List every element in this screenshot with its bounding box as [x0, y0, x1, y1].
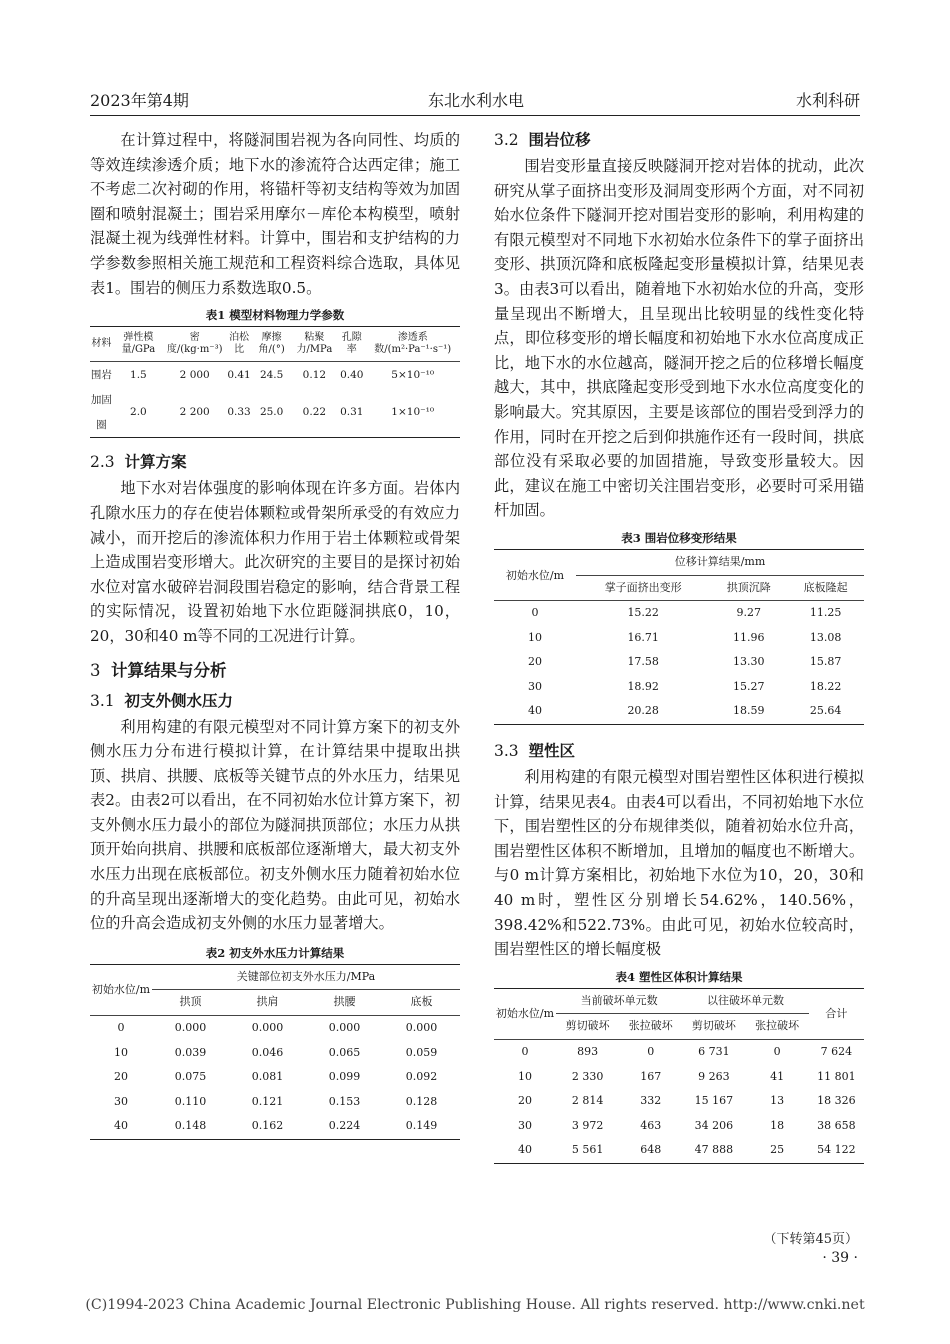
table-cell: 18 326: [817, 1094, 856, 1108]
paragraph-3-3: 利用构建的有限元模型对围岩塑性区体积进行模拟计算，结果见表4。由表4可以看出，不同初始地下水位下，围岩塑性区的分布规律类似，随着初始水位升高，围岩塑性区体积不断增加，且增加的幅度也不断增大。与0 m计算方案相比，初始地下水位为10，20，30和40 m时，塑性区分别增长54.62%，140.56%，398.42%和522.73%。由此可见，初始水位较高时，围岩塑性区的增长幅度极: [494, 768, 864, 959]
table-cell: 15.87: [809, 655, 842, 669]
table-cell: 41: [770, 1069, 785, 1083]
table-cell: 0.128: [405, 1094, 438, 1108]
table-cell: 0: [531, 606, 539, 620]
table-cell: 1×10⁻¹⁰: [391, 406, 435, 419]
table-cell: 54 122: [817, 1143, 856, 1157]
table-cell: 0.000: [174, 1021, 207, 1035]
subheader-cell: 底板: [410, 995, 433, 1009]
table-cell: 13.30: [733, 655, 765, 669]
table4-group-row: [494, 988, 864, 1014]
table-cell: 7 624: [820, 1045, 853, 1058]
table-cell: 0.121: [251, 1094, 284, 1108]
section-title: 塑性区: [528, 741, 576, 761]
page-number: · 39 ·: [822, 1250, 858, 1266]
table4: [494, 988, 864, 1164]
table1-header-cell: 密度/(kg·m⁻³): [166, 332, 223, 356]
section-2-3-heading: [90, 450, 460, 474]
right-column: [494, 128, 864, 1164]
table-cell: 0.065: [328, 1045, 361, 1059]
table-cell: 2 330: [571, 1069, 604, 1083]
table-cell: 11.25: [809, 606, 842, 620]
table-cell: 0.22: [302, 406, 327, 419]
table-cell: 15.27: [733, 679, 765, 693]
table-cell: 0: [117, 1021, 125, 1035]
section-3-heading: [90, 659, 460, 683]
paragraph-2-3: 地下水对岩体强度的影响体现在许多方面。岩体内孔隙水压力的存在使岩体颗粒或骨架所承受的有效应力减小，而开挖后的渗流体积力作用于岩土体颗粒或骨架上造成围岩变形增大。此次研究的主要目的是探讨初始水位对富水破碎岩洞段围岩稳定的影响，结合背景工程的实际情况，设置初始地下水位距隧洞拱底0，10，20，30和40 m等不同的工况进行计算。: [90, 479, 460, 645]
table-cell: 18.92: [627, 679, 659, 693]
table-cell: 0.31: [340, 406, 364, 419]
table-row: [90, 1016, 460, 1041]
subheader-cell: 底板隆起: [803, 580, 848, 594]
table-cell: 13: [770, 1094, 785, 1108]
section-label: 水利科研: [795, 91, 860, 110]
table-cell: 9 263: [698, 1069, 730, 1083]
table-cell: 0.092: [405, 1070, 438, 1084]
table1: [90, 326, 460, 438]
table-cell: 25.0: [259, 406, 284, 419]
table-cell: 2.0: [130, 406, 147, 419]
table4-caption: 表4 塑性区体积计算结果: [615, 969, 743, 984]
table-cell: 463: [640, 1118, 662, 1132]
table-row: [90, 1065, 460, 1090]
table-cell: 0.153: [328, 1094, 361, 1108]
table-cell: 648: [640, 1143, 662, 1157]
table-cell: 0.081: [251, 1070, 284, 1084]
table-cell: 0.162: [251, 1119, 284, 1133]
table3-col0-header: 初始水位/m: [494, 549, 576, 600]
table-cell: 加固圈: [90, 394, 112, 431]
table-cell: 0.039: [174, 1045, 207, 1059]
table-cell: 20: [114, 1070, 128, 1084]
table2-group-header: 关键部位初支外水压力/MPa: [152, 964, 460, 990]
table-cell: 15 167: [694, 1094, 734, 1108]
table-cell: 0.075: [174, 1070, 207, 1084]
table4-group1-header: 当前破坏单元数: [556, 988, 682, 1014]
table-cell: 0.046: [251, 1045, 284, 1059]
section-title: 围岩位移: [528, 130, 591, 149]
table-cell: 16.71: [627, 630, 659, 644]
section-number: 3.1: [90, 691, 115, 710]
table-row: [90, 1041, 460, 1066]
table-cell: 893: [577, 1045, 599, 1058]
table2-col0-header: 初始水位/m: [90, 964, 152, 1015]
table-cell: 0: [773, 1045, 781, 1058]
continued-note: （下转第45页）: [763, 1232, 858, 1247]
table-cell: 2 814: [571, 1094, 604, 1108]
table-cell: 0.099: [328, 1070, 361, 1084]
table-cell: 0.110: [174, 1094, 207, 1108]
section-3-3-heading: [494, 739, 864, 763]
table-cell: 30: [518, 1118, 532, 1132]
table2-caption: 表2 初支外水压力计算结果: [205, 945, 345, 960]
table-row: [494, 675, 864, 700]
table-cell: 0.000: [405, 1021, 438, 1035]
table-cell: 18: [770, 1118, 785, 1132]
table-cell: 40: [518, 1143, 532, 1157]
table-cell: 167: [640, 1069, 662, 1083]
table1-header-cell: 摩擦角/(°): [258, 332, 285, 356]
section-3-1-heading: [90, 689, 460, 713]
table-cell: 0.000: [328, 1021, 361, 1035]
section-3-2-heading: [494, 128, 864, 152]
table-cell: 11.96: [733, 630, 765, 644]
subheader-cell: 拱肩: [256, 995, 279, 1009]
subheader-cell: 剪切破坏: [565, 1019, 610, 1033]
table-cell: 24.5: [259, 368, 284, 381]
table-row: [494, 650, 864, 675]
table-cell: 0: [647, 1045, 655, 1058]
table-cell: 0.148: [174, 1119, 207, 1133]
table-row: [494, 626, 864, 651]
table-cell: 20.28: [627, 704, 659, 718]
table1-header-cell: 孔隙率: [341, 332, 362, 356]
table4-col0-header: 初始水位/m: [494, 988, 556, 1039]
table2-group-row: [90, 964, 460, 990]
table-cell: 40: [114, 1119, 128, 1133]
table-cell: 30: [114, 1094, 128, 1108]
table-cell: 25.64: [809, 704, 842, 718]
table3-group-row: [494, 549, 864, 575]
table3-group-header: 位移计算结果/mm: [576, 549, 864, 575]
table4-group2-header: 以往破坏单元数: [682, 988, 808, 1014]
table1-header-cell: 材料: [91, 338, 112, 350]
table-cell: 25: [770, 1143, 785, 1157]
table-cell: 0.12: [302, 368, 327, 381]
subheader-cell: 拱顶: [179, 995, 202, 1009]
table-cell: 10: [114, 1045, 128, 1059]
table-cell: 40: [528, 704, 542, 718]
table-row: [494, 1089, 864, 1114]
table-cell: 3 972: [571, 1118, 604, 1132]
copyright-line: (C)1994-2023 China Academic Journal Electronic Publishing House. All rights reserved. http://www.cnki.net: [85, 1297, 865, 1313]
table-row: [90, 388, 460, 438]
table1-header-cell: 粘聚力/MPa: [296, 332, 333, 356]
left-column: [90, 128, 460, 1140]
table3-caption: 表3 围岩位移变形结果: [621, 530, 737, 545]
table-cell: 6 731: [698, 1045, 730, 1058]
table-row: [494, 1138, 864, 1163]
table-cell: 18.22: [809, 679, 842, 693]
table-cell: 5 561: [571, 1143, 604, 1157]
section-number: 3: [90, 660, 101, 680]
paragraph-3-2: 围岩变形量直接反映隧洞开挖对岩体的扰动，此次研究从掌子面挤出变形及洞周变形两个方面，对不同初始水位条件下隧洞开挖对围岩变形的影响，利用构建的有限元模型对不同地下水初始水位条件下的掌子面挤出变形、拱顶沉降和底板隆起变形量模拟计算，结果见表3。由表3可以看出，随着地下水初始水位的升高，变形量呈现出不断增大，且呈现出比较明显的线性变化特点，即位移变形的增长幅度和初始地下水水位高度成正比，地下水的水位越高，隧洞开挖之后的位移增长幅度越大，其中，拱底隆起变形受到地下水水位高度变化的影响最大。究其原因，主要是该部位的围岩受到浮力的作用，同时在开挖之后到仰拱施作还有一段时间，拱底部位没有采取必要的加固措施，导致变形量较大。因此，建议在施工中密切关注围岩变形，必要时可采用锚杆加固。: [494, 157, 864, 520]
paragraph-intro: 在计算过程中，将隧洞围岩视为各向同性、均质的等效连续渗透介质；地下水的渗流符合达西定律；施工不考虑二次衬砌的作用，将锚杆等初支结构等效为加固圈和喷射混凝土；围岩采用摩尔－库伦本构模型，喷射混凝土视为线弹性材料。计算中，围岩和支护结构的力学参数参照相关施工规范和工程资料综合选取，具体见表1。围岩的侧压力系数选取0.5。: [90, 131, 460, 297]
table-cell: 15.22: [627, 606, 659, 620]
table1-header-cell: 渗透系数/(m²·Pa⁻¹·s⁻¹): [374, 332, 452, 356]
table2: [90, 964, 460, 1140]
table1-caption: 表1 模型材料物理力学参数: [205, 308, 345, 323]
table-cell: 5×10⁻¹⁰: [391, 368, 435, 381]
section-title: 计算方案: [124, 452, 187, 472]
header-rule: [90, 115, 860, 116]
table1-header-cell: 泊松比: [229, 332, 250, 356]
subheader-cell: 拱顶沉降: [726, 580, 771, 594]
table1-header-row: [90, 327, 460, 362]
table1-header-cell: 弹性模量/GPa: [121, 332, 156, 356]
subheader-cell: 拱腰: [333, 995, 356, 1009]
table-cell: 34 206: [694, 1118, 734, 1132]
table-row: [494, 699, 864, 724]
section-number: 3.3: [494, 742, 519, 761]
table-cell: 0.224: [328, 1119, 361, 1133]
section-number: 3.2: [494, 131, 519, 149]
paragraph-3-1: 利用构建的有限元模型对不同计算方案下的初支外侧水压力分布进行模拟计算，在计算结果中提取出拱顶、拱肩、拱腰、底板等关键节点的外水压力，结果见表2。由表2可以看出，在不同初始水位计算方案下，初支外侧水压力最小的部位为隧洞拱顶部位；水压力从拱顶开始向拱肩、拱腰和底板部位逐渐增大，最大初支外水压力出现在底板部位。初支外侧水压力随着初始水位的升高呈现出逐渐增大的变化趋势。由此可见，初始水位的升高会造成初支外侧的水压力显著增大。: [90, 717, 460, 933]
table-cell: 9.27: [736, 606, 762, 620]
table-cell: 0.059: [405, 1045, 438, 1059]
journal-title: 东北水利水电: [428, 91, 525, 110]
table-row: [494, 1040, 864, 1065]
table-row: [494, 1114, 864, 1139]
table-cell: 10: [518, 1069, 532, 1083]
table-cell: 0.33: [227, 406, 251, 419]
subheader-cell: 张拉破坏: [628, 1019, 673, 1033]
table3: [494, 549, 864, 725]
section-number: 2.3: [90, 453, 115, 472]
table-cell: 11 801: [817, 1069, 856, 1083]
table-cell: 13.08: [809, 630, 842, 644]
table-row: [90, 1114, 460, 1139]
journal-issue: 2023年第4期: [90, 91, 189, 110]
table-cell: 18.59: [733, 704, 765, 718]
table-cell: 0.41: [227, 368, 251, 381]
table-cell: 332: [640, 1094, 662, 1108]
table-row: [494, 601, 864, 626]
table-cell: 1.5: [130, 368, 147, 381]
section-title: 初支外侧水压力: [124, 690, 234, 710]
table-cell: 0.149: [405, 1119, 438, 1133]
table-cell: 20: [518, 1094, 532, 1108]
table-cell: 2 200: [179, 406, 210, 419]
table-row: [90, 362, 460, 389]
table-cell: 0.40: [340, 368, 364, 381]
table-row: [90, 1090, 460, 1115]
section-title: 计算结果与分析: [111, 660, 227, 680]
table-cell: 围岩: [90, 368, 112, 381]
table-cell: 38 658: [817, 1118, 856, 1132]
table4-total-header: 合计: [809, 988, 864, 1039]
table-cell: 0: [521, 1045, 529, 1058]
table-cell: 17.58: [627, 655, 659, 669]
table-cell: 47 888: [694, 1143, 734, 1157]
table-cell: 2 000: [179, 368, 210, 381]
table-cell: 10: [528, 630, 542, 644]
table-row: [494, 1065, 864, 1090]
subheader-cell: 剪切破坏: [691, 1019, 736, 1033]
running-header: [90, 88, 860, 116]
table-cell: 0.000: [251, 1021, 284, 1035]
subheader-cell: 掌子面挤出变形: [604, 580, 682, 594]
table-cell: 20: [528, 655, 542, 669]
table-cell: 30: [528, 679, 542, 693]
subheader-cell: 张拉破坏: [755, 1019, 800, 1033]
